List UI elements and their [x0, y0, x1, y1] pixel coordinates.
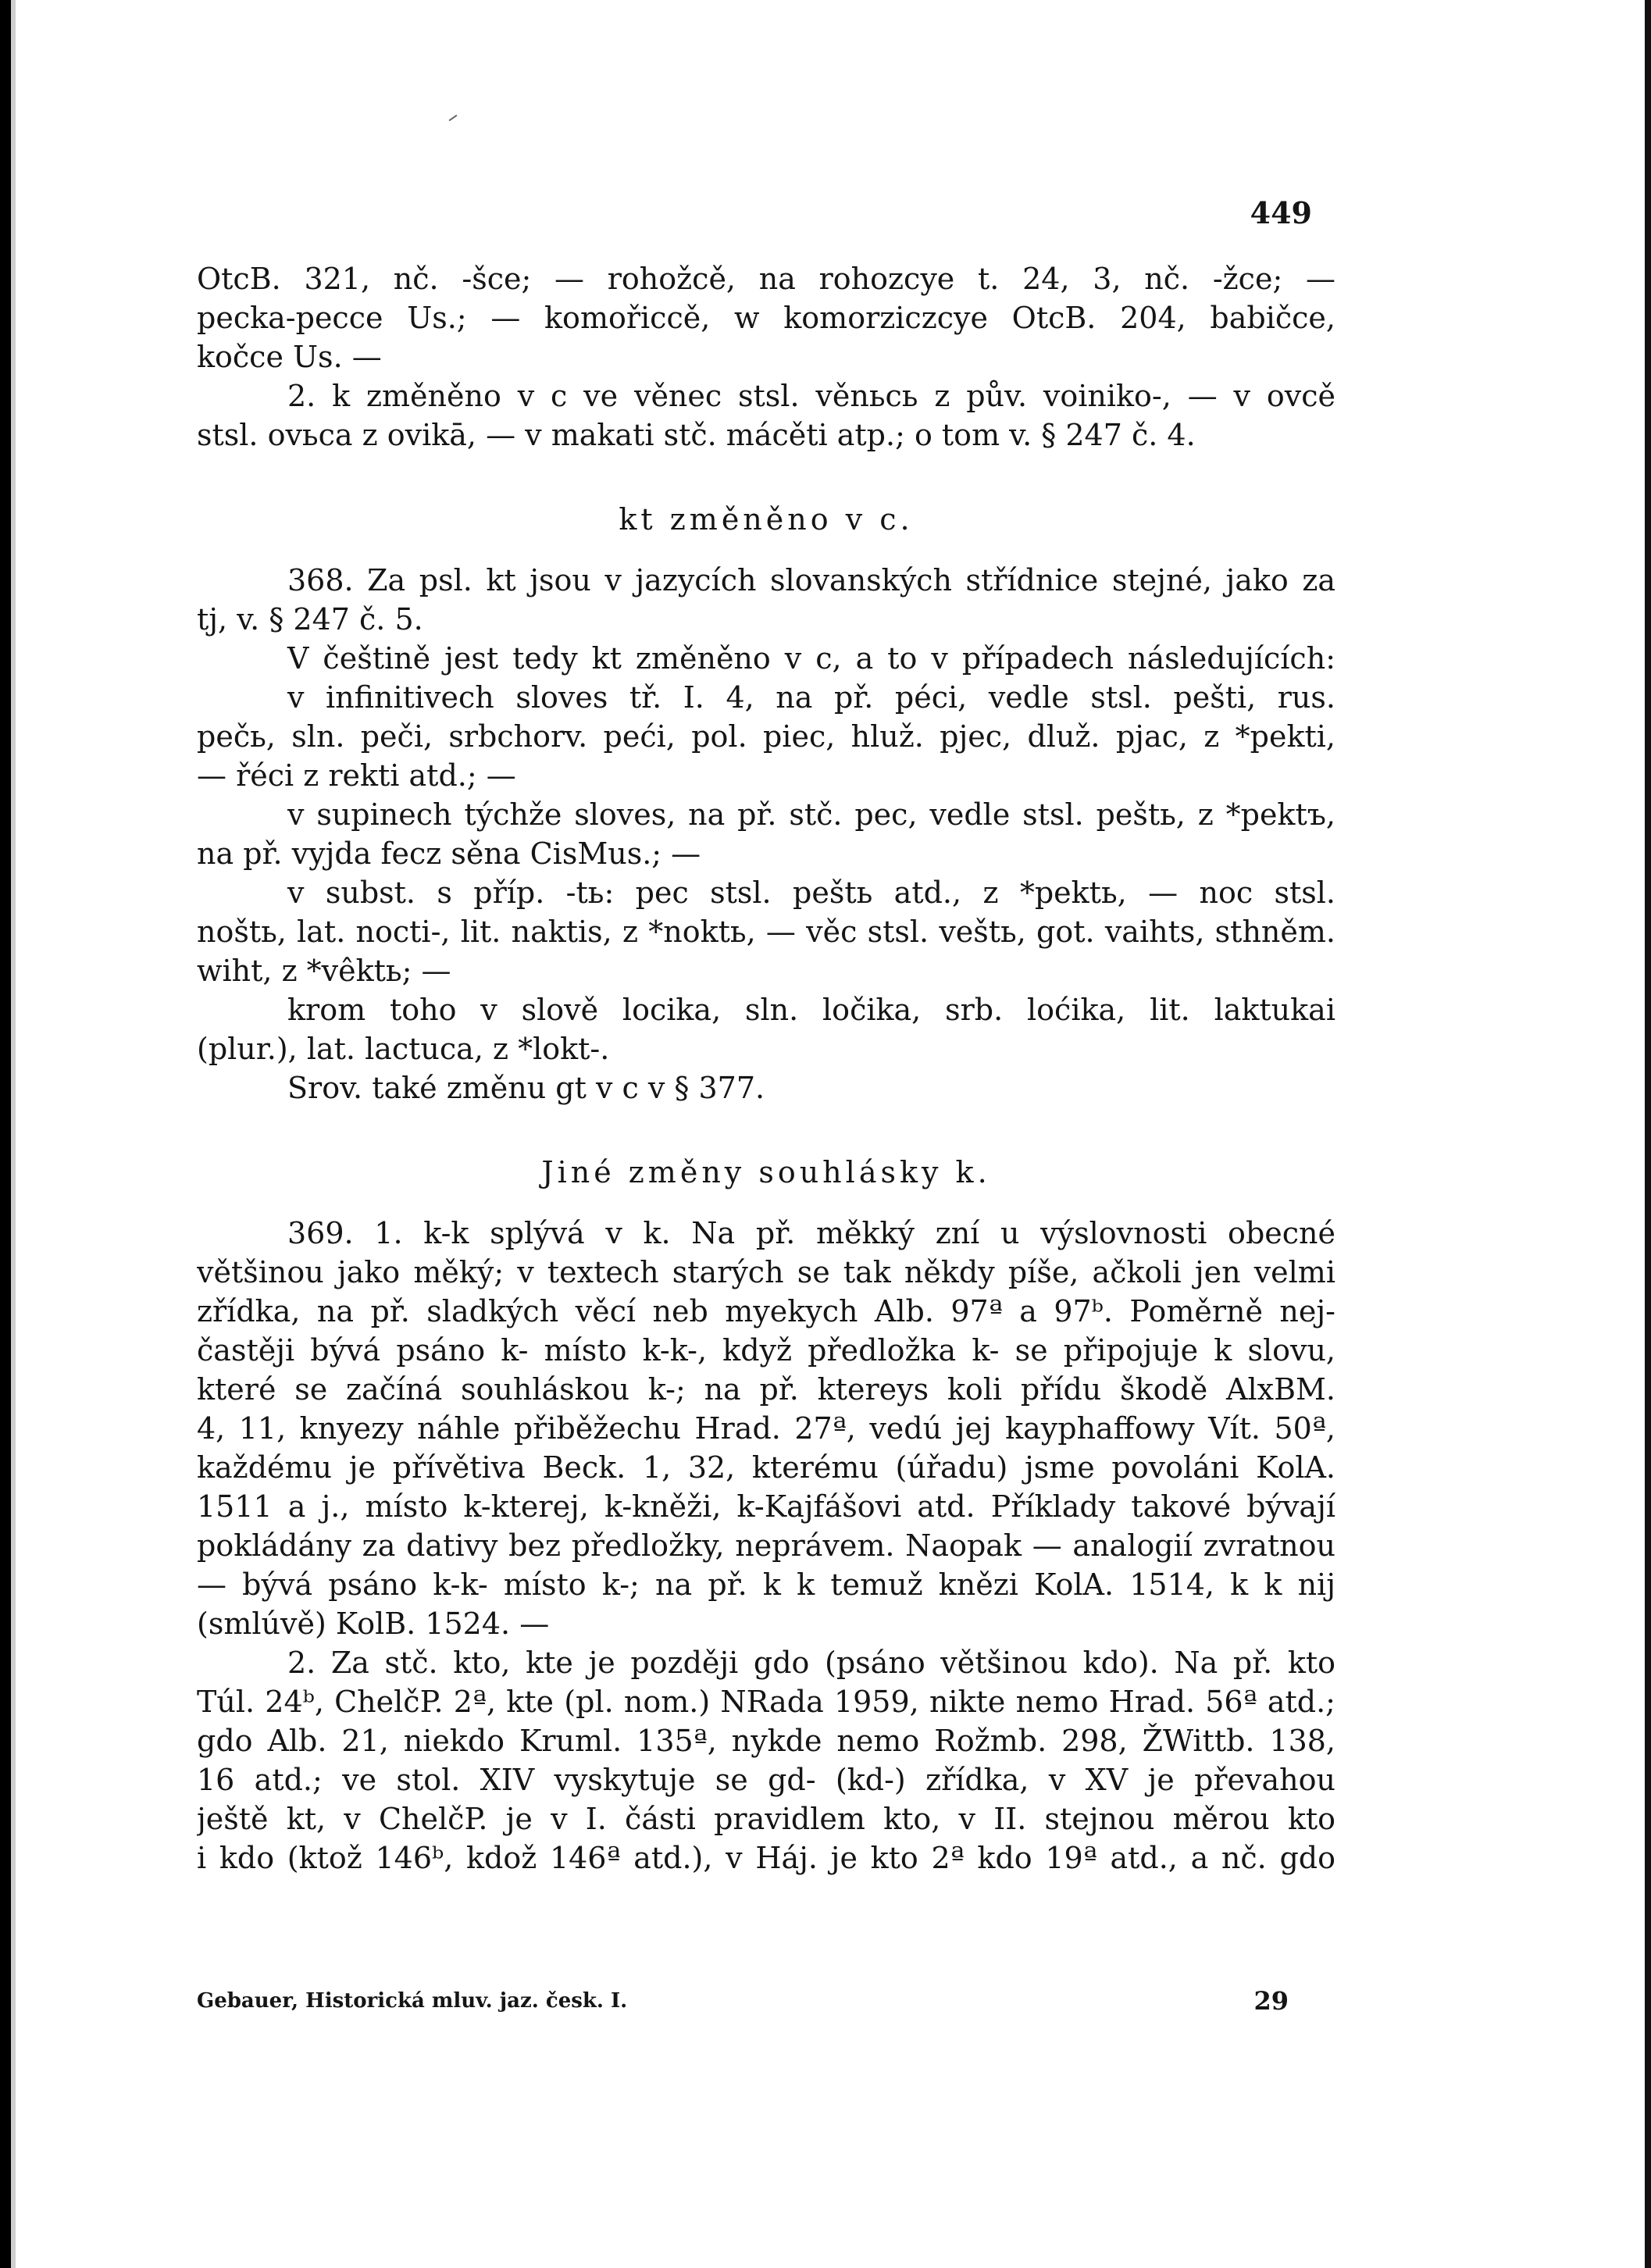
text-line: i kdo (ktož 146ᵇ, kdož 146ª atd.), v Háj. je kto 2ª kdo 19ª atd., a nč. gdo — [197, 1841, 1335, 1875]
text-line: 4, 11, knyezy náhle přiběžechu Hrad. 27ª, vedú jej kayphaffowy Vít. 50ª, — [197, 1411, 1335, 1446]
text-line: kočce Us. — — [197, 340, 382, 374]
text-line: — řéci z rekti atd.; — — [197, 758, 516, 793]
text-line: Túl. 24ᵇ, ChelčP. 2ª, kte (pl. nom.) NRada 1959, nikte nemo Hrad. 56ª atd.; — [197, 1685, 1335, 1719]
page-footer — [197, 1984, 1335, 2018]
footer-title: Gebauer, Historická mluv. jaz. česk. I. — [197, 1989, 628, 2013]
page-body — [197, 259, 1335, 1878]
text-line: krom toho v slově locika, sln. ločika, srb. loćika, lit. laktukai — [287, 993, 1335, 1027]
text-line: 2. k změněno v c ve věnec stsl. věnьcь z pův. voiniko-, — v ovcě — [287, 379, 1335, 413]
text-line: OtcB. 321, nč. -šce; — rohožcě, na rohozcye t. 24, 3, nč. -žce; — — [197, 262, 1335, 296]
text-line: (smlúvě) KolB. 1524. — — [197, 1606, 550, 1641]
text-line: většinou jako měký; v textech starých se tak někdy píše, ačkoli jen velmi — [197, 1255, 1335, 1289]
text-line: 1511 a j., místo k-kterej, k-kněži, k-Kajfášovi atd. Příklady takové bývají — [197, 1489, 1335, 1524]
stray-ink-mark — [449, 115, 458, 122]
text-line: 2. Za stč. kto, kte je později gdo (psáno většinou kdo). Na př. kto — [287, 1646, 1335, 1680]
text-line: V češtině jest tedy kt změněno v c, a to v případech následujících: — [287, 641, 1335, 676]
sheet-signature: 29 — [1253, 1986, 1289, 2016]
page-number: 449 — [1250, 195, 1312, 230]
scan-page-edge-right — [1645, 0, 1651, 2268]
text-line: pečь, sln. peči, srbchorv. peći, pol. piec, hluž. pjec, dluž. pjac, z *pekti, — [197, 719, 1335, 754]
text-line: pokládány za dativy bez předložky, neprávem. Naopak — analogií zvratnou — [197, 1528, 1335, 1563]
text-line: ještě kt, v ChelčP. je v I. části pravidlem kto, v II. stejnou měrou kto — [197, 1802, 1335, 1836]
section-heading-k: Jiné změny souhlásky k. — [541, 1155, 991, 1189]
text-line: na př. vyjda fecz sěna CisMus.; — — [197, 836, 701, 871]
text-line: zřídka, na př. sladkých věcí neb myekych Alb. 97ª a 97ᵇ. Poměrně nej- — [197, 1294, 1335, 1328]
text-line: každému je přívětiva Beck. 1, 32, kterému (úřadu) jsme povoláni KolA. — [197, 1450, 1335, 1485]
scan-page-edge — [11, 0, 16, 2268]
text-line: (plur.), lat. lactuca, z *lokt-. — [197, 1032, 610, 1066]
section-heading-kt: kt změněno v c. — [619, 502, 914, 537]
text-line: v subst. s příp. -tь: pec stsl. peštь atd., z *pektь, — noc stsl. — [287, 875, 1335, 910]
text-line: tj, v. § 247 č. 5. — [197, 602, 423, 637]
text-line: častěji bývá psáno k- místo k-k-, když předložka k- se připojuje k slovu, — [197, 1333, 1335, 1368]
text-line: stsl. ovьca z ovikā, — v makati stč. mácěti atp.; o tom v. § 247 č. 4. — [197, 418, 1196, 452]
scan-black-band — [0, 0, 11, 2268]
text-line: Srov. také změnu gt v c v § 377. — [287, 1071, 765, 1105]
text-line: pecka-pecce Us.; — komořiccě, w komorziczcye OtcB. 204, babičce, — [197, 301, 1335, 335]
text-line: v infinitivech sloves tř. I. 4, na př. péci, vedle stsl. pešti, rus. — [287, 680, 1335, 715]
text-line: wiht, z *vêktь; — — [197, 954, 451, 988]
text-line: — bývá psáno k-k- místo k-; na př. k k temuž knězi KolA. 1514, k k nij — [197, 1567, 1335, 1602]
text-line: gdo Alb. 21, niekdo Kruml. 135ª, nykde nemo Rožmb. 298, ŽWittb. 138, — [197, 1724, 1335, 1758]
text-line: noštь, lat. nocti-, lit. naktis, z *noktь, — věc stsl. veštь, got. vaihts, sthněm. — [197, 915, 1335, 949]
text-line: 16 atd.; ve stol. XIV vyskytuje se gd- (kd-) zřídka, v XV je převahou — [197, 1763, 1335, 1797]
text-line: 368. Za psl. kt jsou v jazycích slovanských střídnice stejné, jako za — [287, 563, 1335, 597]
text-line: 369. 1. k-k splývá v k. Na př. měkký zní u výslovnosti obecné — [287, 1216, 1335, 1250]
text-line: které se začíná souhláskou k-; na př. ktereys koli přídu škodě AlxBM. — [197, 1372, 1335, 1407]
text-line: v supinech týchže sloves, na př. stč. pec, vedle stsl. peštь, z *pektъ, — [287, 797, 1335, 832]
